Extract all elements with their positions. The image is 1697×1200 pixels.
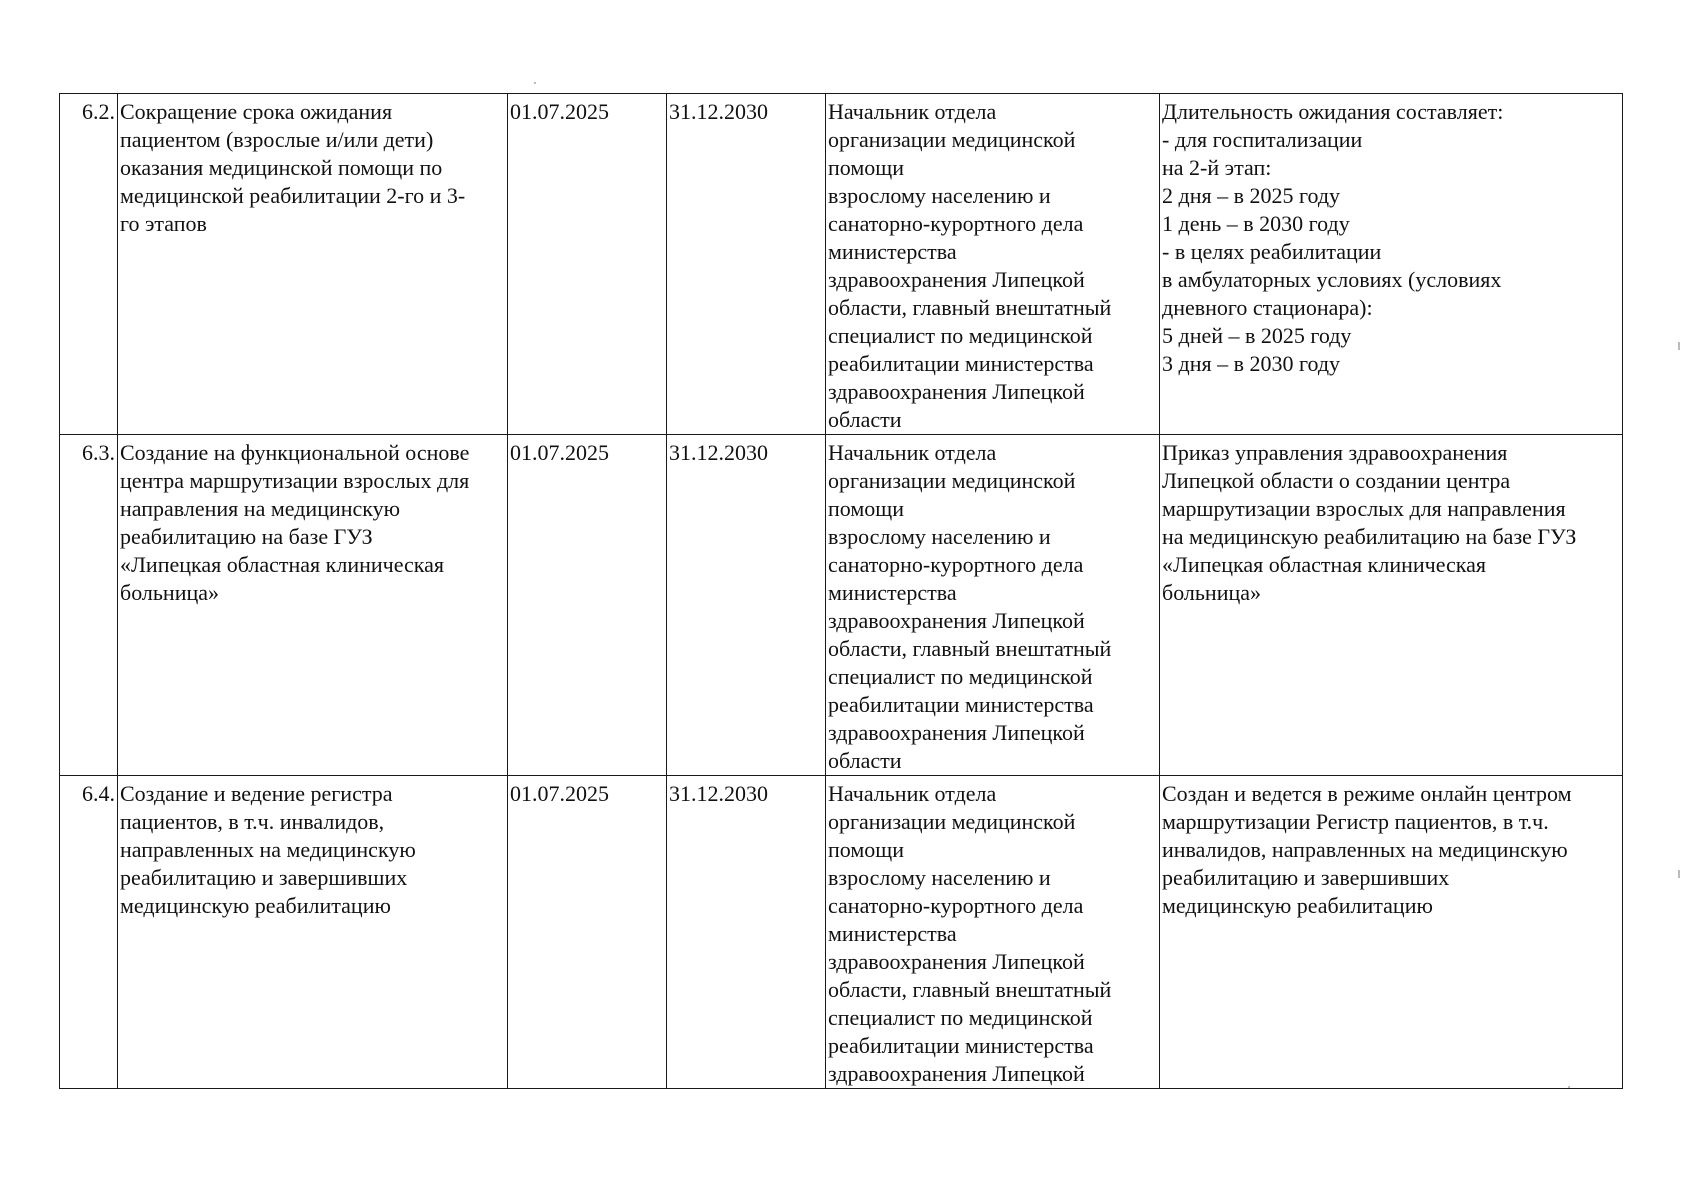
scan-speck xyxy=(1568,1086,1570,1088)
table-row xyxy=(60,435,1623,776)
item-number: 6.3. xyxy=(60,435,118,776)
responsible-person: Начальник отдела организации медицинской помощи взрослому населению и санаторно-курортного дела министерства здравоохранения Липецкой области, главный внештатный специалист по медицинской реабилитации министерства здравоохранения Липецкой области xyxy=(826,94,1160,435)
expected-result: Длительность ожидания составляет: - для госпитализации на 2-й этап: 2 дня – в 2025 году 1 день – в 2030 году - в целях реабилитации в амбулаторных условиях (условиях дневного стационара): 5 дней – в 2025 году 3 дня – в 2030 году xyxy=(1160,94,1623,435)
start-date: 01.07.2025 xyxy=(508,94,667,435)
end-date: 31.12.2030 xyxy=(667,94,826,435)
table-row xyxy=(60,776,1623,1089)
action-description: Сокращение срока ожидания пациентом (взрослые и/или дети) оказания медицинской помощи по медицинской реабилитации 2-го и 3- го этапов xyxy=(118,94,508,435)
end-date: 31.12.2030 xyxy=(667,435,826,776)
responsible-person: Начальник отдела организации медицинской помощи взрослому населению и санаторно-курортного дела министерства здравоохранения Липецкой области, главный внештатный специалист по медицинской реабилитации министерства здравоохранения Липецкой области xyxy=(826,435,1160,776)
item-number: 6.4. xyxy=(60,776,118,1089)
end-date: 31.12.2030 xyxy=(667,776,826,1089)
scan-speck xyxy=(534,82,536,84)
table-row xyxy=(60,94,1623,435)
action-description: Создание на функциональной основе центра маршрутизации взрослых для направления на медицинскую реабилитацию на базе ГУЗ «Липецкая областная клиническая больница» xyxy=(118,435,508,776)
scan-speck xyxy=(1678,342,1680,350)
action-description: Создание и ведение регистра пациентов, в т.ч. инвалидов, направленных на медицинскую реабилитацию и завершивших медицинскую реабилитацию xyxy=(118,776,508,1089)
scan-speck xyxy=(1678,870,1680,878)
action-plan-table xyxy=(59,93,1623,1089)
responsible-person: Начальник отдела организации медицинской помощи взрослому населению и санаторно-курортного дела министерства здравоохранения Липецкой области, главный внештатный специалист по медицинской реабилитации министерства здравоохранения Липецкой xyxy=(826,776,1160,1089)
expected-result: Создан и ведется в режиме онлайн центром маршрутизации Регистр пациентов, в т.ч. инвалидов, направленных на медицинскую реабилитацию и завершивших медицинскую реабилитацию xyxy=(1160,776,1623,1089)
start-date: 01.07.2025 xyxy=(508,776,667,1089)
item-number: 6.2. xyxy=(60,94,118,435)
expected-result: Приказ управления здравоохранения Липецкой области о создании центра маршрутизации взрослых для направления на медицинскую реабилитацию на базе ГУЗ «Липецкая областная клиническая больница» xyxy=(1160,435,1623,776)
start-date: 01.07.2025 xyxy=(508,435,667,776)
